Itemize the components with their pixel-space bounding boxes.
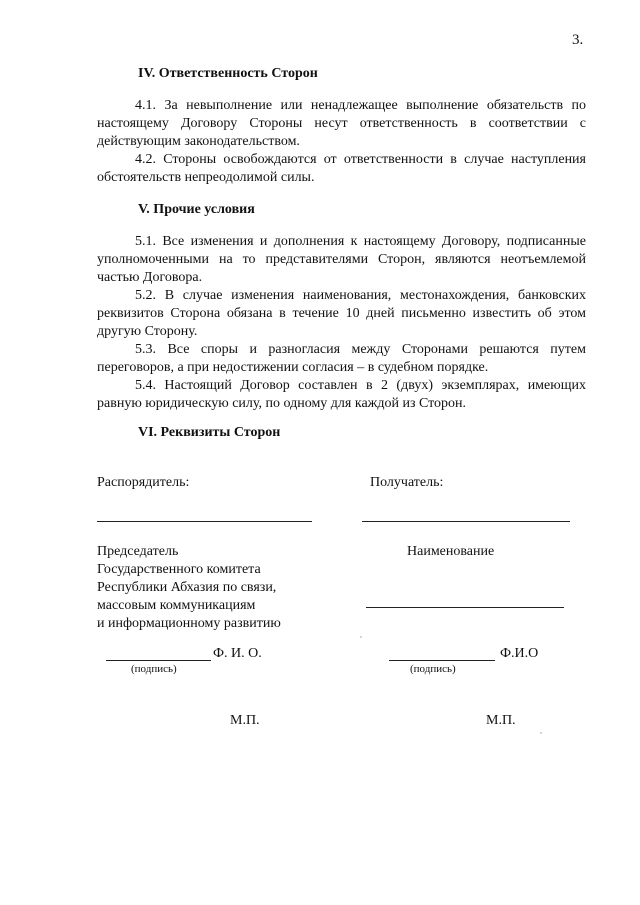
clause-5-1: 5.1. Все изменения и дополнения к настоящему Договору, подписанные уполномоченными на то представителями Сторон, являются неотъемлемой частью Договора. — [97, 234, 586, 285]
right-party-role: Получатель: — [370, 475, 444, 490]
clause-5-4: 5.4. Настоящий Договор составлен в 2 (двух) экземплярах, имеющих равную юридическую силу, по одному для каждой из Сторон. — [97, 378, 586, 411]
left-title-line-2: Государственного комитета — [97, 562, 261, 577]
left-signature-name: Ф. И. О. — [213, 646, 262, 661]
left-title-line-4: массовым коммуникациям — [97, 598, 256, 613]
left-signature-note: (подпись) — [131, 663, 177, 675]
clause-4-2: 4.2. Стороны освобождаются от ответственности в случае наступления обстоятельств непреодолимой силы. — [97, 152, 586, 185]
page-number: 3. — [572, 32, 584, 48]
right-party-name-line — [362, 521, 570, 522]
left-title-line-5: и информационному развитию — [97, 616, 281, 631]
right-party-name-label: Наименование — [407, 544, 495, 559]
right-signature-name: Ф.И.О — [500, 646, 539, 661]
scan-speck — [540, 732, 542, 734]
left-title-line-1: Председатель — [97, 544, 179, 559]
left-party-title — [97, 543, 281, 633]
left-signature-line — [106, 660, 211, 661]
scan-speck — [360, 636, 362, 638]
left-party-role: Распорядитель: — [97, 475, 190, 490]
section-6-heading: VI. Реквизиты Сторон — [138, 425, 281, 440]
clause-4-1: 4.1. За невыполнение или ненадлежащее выполнение обязательств по настоящему Договору Стороны несут ответственность в соответствии с действующим законодательством. — [97, 98, 586, 149]
section-5-body — [97, 233, 586, 413]
clause-5-2: 5.2. В случае изменения наименования, местонахождения, банковских реквизитов Сторона обязана в течение 10 дней письменно известить об этом другую Сторону. — [97, 288, 586, 339]
right-signature-note: (подпись) — [410, 663, 456, 675]
section-4-heading: IV. Ответственность Сторон — [138, 66, 318, 81]
left-party-name-line — [97, 521, 312, 522]
section-5-heading: V. Прочие условия — [138, 202, 255, 217]
right-signature-line — [389, 660, 495, 661]
right-party-organization-line — [366, 607, 564, 608]
section-4-body — [97, 97, 586, 187]
left-title-line-3: Республики Абхазия по связи, — [97, 580, 277, 595]
right-stamp-label: М.П. — [486, 713, 516, 728]
left-stamp-label: М.П. — [230, 713, 260, 728]
clause-5-3: 5.3. Все споры и разногласия между Сторонами решаются путем переговоров, а при недостижении согласия – в судебном порядке. — [97, 342, 586, 375]
